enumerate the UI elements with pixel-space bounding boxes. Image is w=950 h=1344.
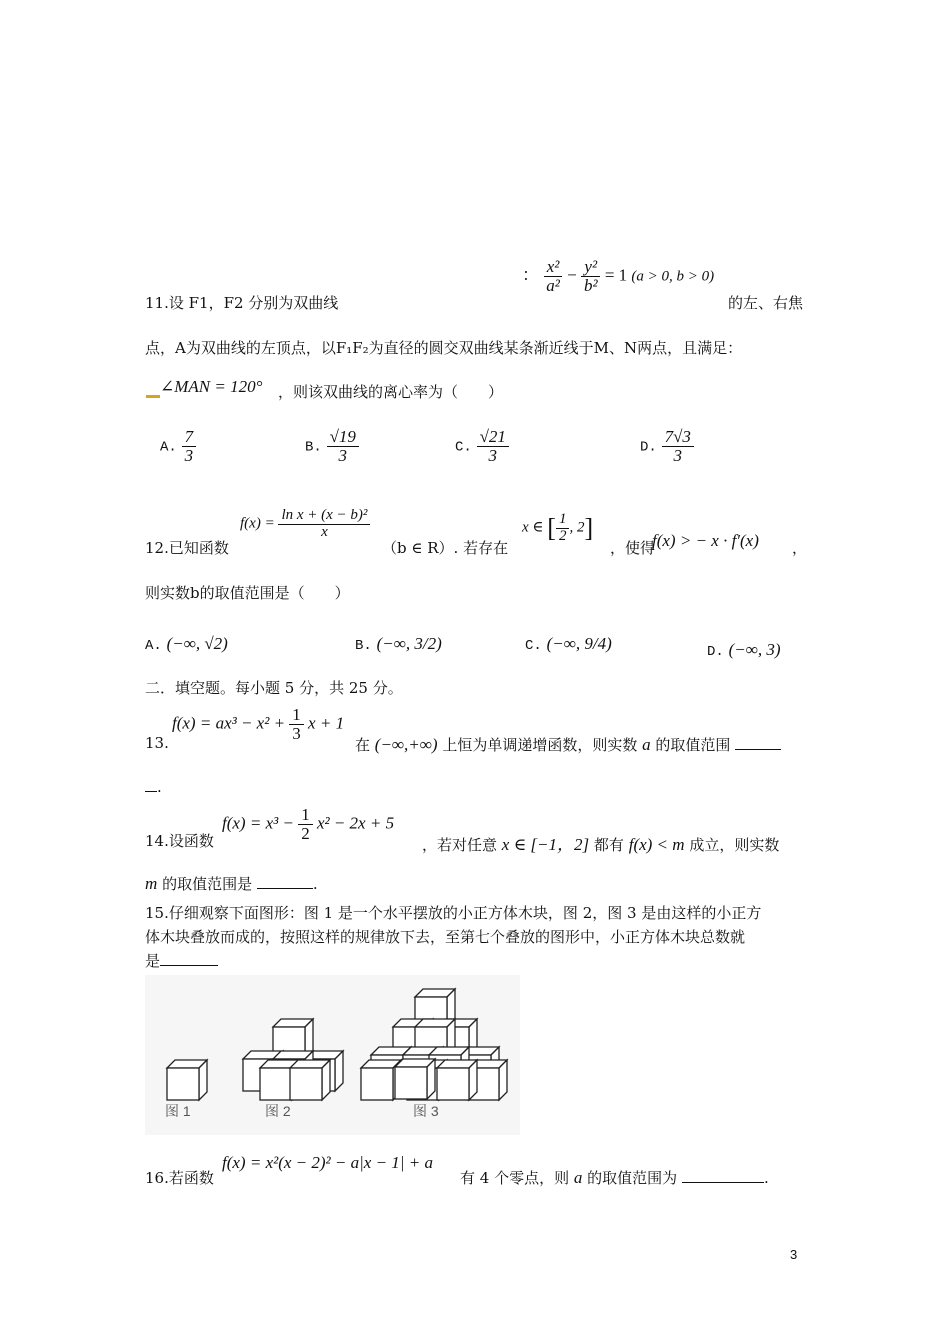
cube-figure-panel [145, 975, 520, 1135]
cube-stack-figures [145, 975, 520, 1135]
q15-line3: 是 [145, 950, 218, 971]
q13-number: 13. [145, 734, 169, 752]
answer-blank[interactable] [735, 737, 781, 750]
cube-block [395, 1059, 435, 1099]
section-heading: 二．填空题。每小题 5 分，共 25 分。 [145, 679, 403, 697]
q12-end: ， [792, 539, 808, 557]
q11-prefix: 11.设 F1，F2 分别为双曲线 [145, 294, 339, 312]
q11-angle-condition: ∠MAN = 120° [160, 377, 263, 396]
q16-text: 有 4 个零点，则 a 的取值范围为 . [460, 1168, 769, 1187]
q12-option-c: C. (−∞, 9/4) [525, 634, 612, 654]
q11-line2: 点，A为双曲线的左顶点，以F₁F₂为直径的圆交双曲线某条渐近线于M、N两点，且满足： [145, 339, 743, 357]
q12-option-a: A. (−∞, √2) [145, 634, 228, 654]
q12-inequality: f(x) > − x · f′(x) [652, 531, 759, 550]
figure-3-caption: 图 3 [413, 1103, 439, 1119]
figure-2-caption: 图 2 [265, 1103, 291, 1119]
q12-option-b: B. (−∞, 3/2) [355, 634, 442, 654]
q14-line2: m 的取值范围是 . [145, 874, 318, 893]
q12-prefix: 12.已知函数 [145, 539, 229, 557]
cube-block [167, 1060, 207, 1100]
q11-option-c: C. $\frac{√21}{3}$ [455, 428, 509, 465]
q11-option-d: D. $\frac{7√3}{3}$ [640, 428, 694, 465]
q11-hyperbola-equation: ： $\frac{\text{x²}}{\text{a²}}$ − $\frac{\text{y²}}{\text{b²}}$ = 1 (a > 0, b > 0) [522, 257, 715, 295]
cube-block [437, 1060, 477, 1100]
q11-option-b: B. $\frac{√19}{3}$ [305, 428, 359, 465]
q12-line2: 则实数b的取值范围是（ ） [145, 584, 350, 602]
q13-line2: . [145, 778, 162, 796]
q15-line2: 体木块叠放而成的，按照这样的规律放下去，至第七个叠放的图形中，小正方体木块总数就 [145, 928, 746, 946]
q14-text: ，若对任意 x ∈ [−1，2] 都有 f(x) < m 成立，则实数 [422, 835, 780, 854]
q15-line1: 15.仔细观察下面图形：图 1 是一个水平摆放的小正方体木块，图 2，图 3 是由这样的小正方 [145, 904, 762, 922]
answer-blank-cont[interactable] [145, 779, 157, 792]
cube-block [290, 1060, 330, 1100]
q12-option-d: D. (−∞, 3) [707, 640, 781, 660]
page-number: 3 [790, 1247, 798, 1262]
q11-option-a: A. $\frac{7}{3}$ [160, 428, 196, 465]
q12-tail: ，使得 [610, 539, 656, 557]
q11-suffix: 的左、右焦 [728, 294, 804, 312]
answer-blank[interactable] [257, 876, 313, 889]
q14-function: f(x) = x³ − $\frac{1}{2}$ x² − 2x + 5 [222, 805, 395, 843]
answer-blank[interactable] [160, 953, 218, 966]
q11-line3: ，则该双曲线的离心率为（ ） [278, 383, 504, 401]
q13-text: 在 (−∞,+∞) 上恒为单调递增函数，则实数 a 的取值范围 [355, 734, 781, 755]
q16-prefix: 16.若函数 [145, 1169, 214, 1187]
q14-prefix: 14.设函数 [145, 832, 214, 850]
answer-blank[interactable] [682, 1170, 764, 1183]
figure-1-caption: 图 1 [165, 1103, 191, 1119]
highlight-mark [146, 395, 160, 398]
q13-function: f(x) = ax³ − x² + $\frac{1}{3}$ x + 1 [172, 705, 345, 743]
q12-interval: x ∈ [ $\frac{1}{2}$ , 2] [522, 511, 594, 544]
q12-condition: （b ∈ R）. 若存在 [382, 539, 509, 557]
q16-function: f(x) = x²(x − 2)² − a|x − 1| + a [222, 1153, 433, 1172]
q12-function: f(x) = $\frac{\text{ln x + (x − b)²}}{x}$ [240, 508, 370, 541]
